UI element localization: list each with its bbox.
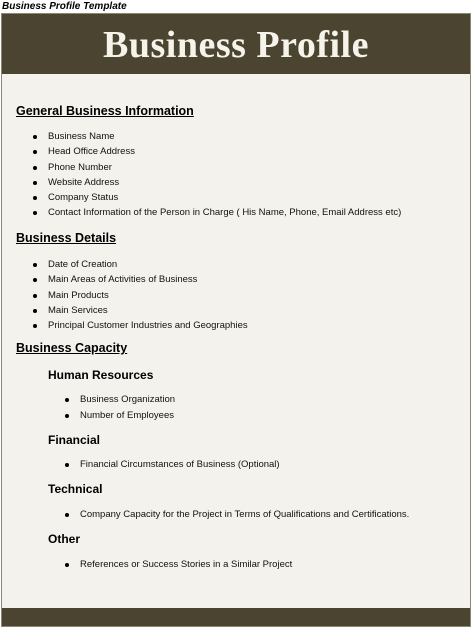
list-item: Financial Circumstances of Business (Optional) [80,459,280,470]
list-item: Business Organization [80,394,176,405]
bullet-icon [33,150,37,154]
list-item: Business Name [48,131,115,142]
section-heading-capacity: Business Capacity [16,341,128,355]
template-tag: Business Profile Template [2,1,127,12]
bullet-icon [33,166,37,170]
footer-bar [2,608,470,626]
bullet-icon [65,463,69,467]
subheading-technical: Technical [48,482,103,496]
bullet-icon [33,135,37,139]
list-item: Number of Employees [80,410,174,421]
list-item: Date of Creation [48,259,118,270]
subheading-other: Other [48,532,81,546]
list-item: Company Capacity for the Project in Terms of Qualifications and Certifications. [80,509,410,520]
subheading-human-resources: Human Resources [48,368,154,382]
document-frame [1,13,471,627]
list-item: Contact Information of the Person in Charge ( His Name, Phone, Email Address etc) [48,207,402,218]
bullet-icon [33,196,37,200]
list-item: Main Services [48,305,108,316]
bullet-icon [33,211,37,215]
title-banner [2,14,470,74]
subheading-financial: Financial [48,433,101,447]
section-heading-general: General Business Information [16,104,194,118]
list-item: Company Status [48,192,119,203]
bullet-icon [33,278,37,282]
bullet-icon [33,294,37,298]
bullet-icon [65,398,69,402]
section-heading-details: Business Details [16,231,117,245]
list-item: Website Address [48,177,120,188]
list-item: Main Areas of Activities of Business [48,274,198,285]
banner-title: Business Profile [103,24,369,66]
bullet-icon [65,414,69,418]
list-item: Head Office Address [48,146,135,157]
list-item: References or Success Stories in a Similar Project [80,559,293,570]
list-item: Main Products [48,290,109,301]
list-item: Phone Number [48,162,112,173]
bullet-icon [33,309,37,313]
list-item: Principal Customer Industries and Geographies [48,320,248,331]
bullet-icon [33,263,37,267]
bullet-icon [33,181,37,185]
bullet-icon [65,563,69,567]
bullet-icon [33,324,37,328]
bullet-icon [65,513,69,517]
